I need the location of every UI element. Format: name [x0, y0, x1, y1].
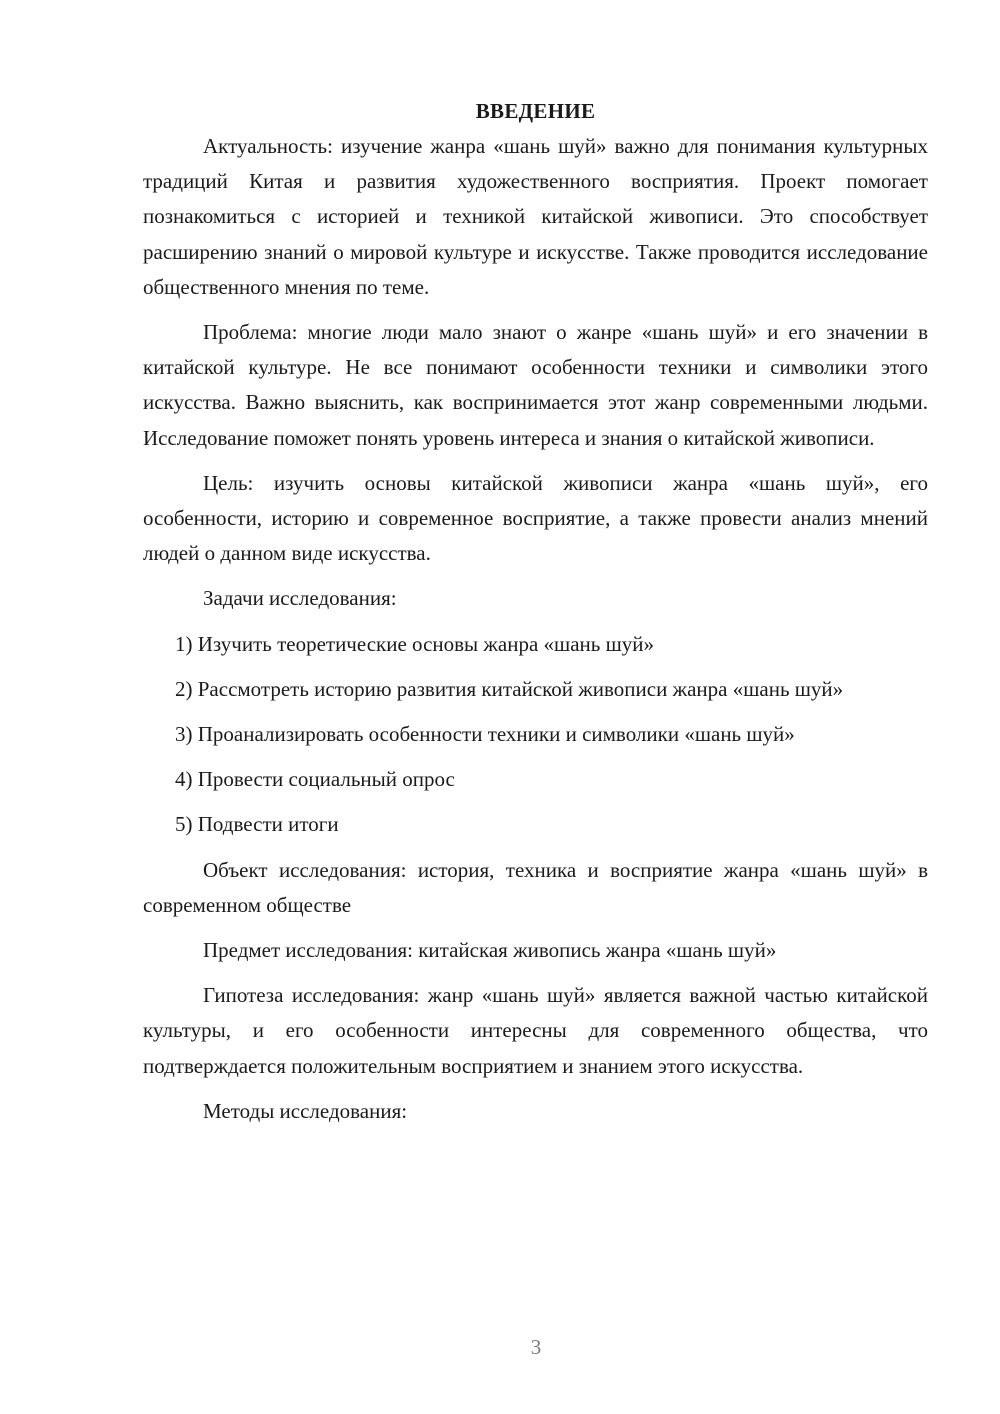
subject-paragraph: Предмет исследования: китайская живопись жанра «шань шуй»	[203, 938, 777, 963]
task-item-4: 4) Провести социальный опрос	[175, 767, 455, 792]
object-paragraph: Объект исследования: история, техника и восприятие жанра «шань шуй» в современном обществе	[143, 857, 928, 917]
task-item-1: 1) Изучить теоретические основы жанра «шань шуй»	[175, 631, 655, 656]
page-content	[143, 94, 928, 1139]
problem-paragraph: Проблема: многие люди мало знают о жанре «шань шуй» и его значении в китайской культуре. Не все понимают особенности техники и символики этого искусства. Важно выяснить, как воспринимается этот жанр современными людьми. Исследование поможет понять уровень интереса и знания о китайской живописи.	[143, 320, 928, 450]
task-item-2: 2) Рассмотреть историю развития китайской живописи жанра «шань шуй»	[175, 676, 844, 701]
relevance-paragraph: Актуальность: изучение жанра «шань шуй» важно для понимания культурных традиций Китая и развития художественного восприятия. Проект помогает познакомиться с историей и техникой китайской живописи. Это способствует расширению знаний о мировой культуре и искусстве. Также проводится исследование общественного мнения по теме.	[143, 134, 928, 299]
tasks-title: Задачи исследования:	[203, 586, 397, 611]
task-item-5: 5) Подвести итоги	[175, 812, 339, 837]
section-heading: ВВЕДЕНИЕ	[475, 99, 596, 123]
methods-title: Методы исследования:	[203, 1098, 408, 1123]
task-item-3: 3) Проанализировать особенности техники и символики «шань шуй»	[175, 722, 795, 747]
hypothesis-paragraph: Гипотеза исследования: жанр «шань шуй» является важной частью китайской культуры, и его особенности интересны для современного общества, что подтверждается положительным восприятием и знанием этого искусства.	[143, 983, 928, 1078]
page-number: 3	[530, 1335, 542, 1359]
goal-paragraph: Цель: изучить основы китайской живописи жанра «шань шуй», его особенности, историю и современное восприятие, а также провести анализ мнений людей о данном виде искусства.	[143, 470, 928, 566]
